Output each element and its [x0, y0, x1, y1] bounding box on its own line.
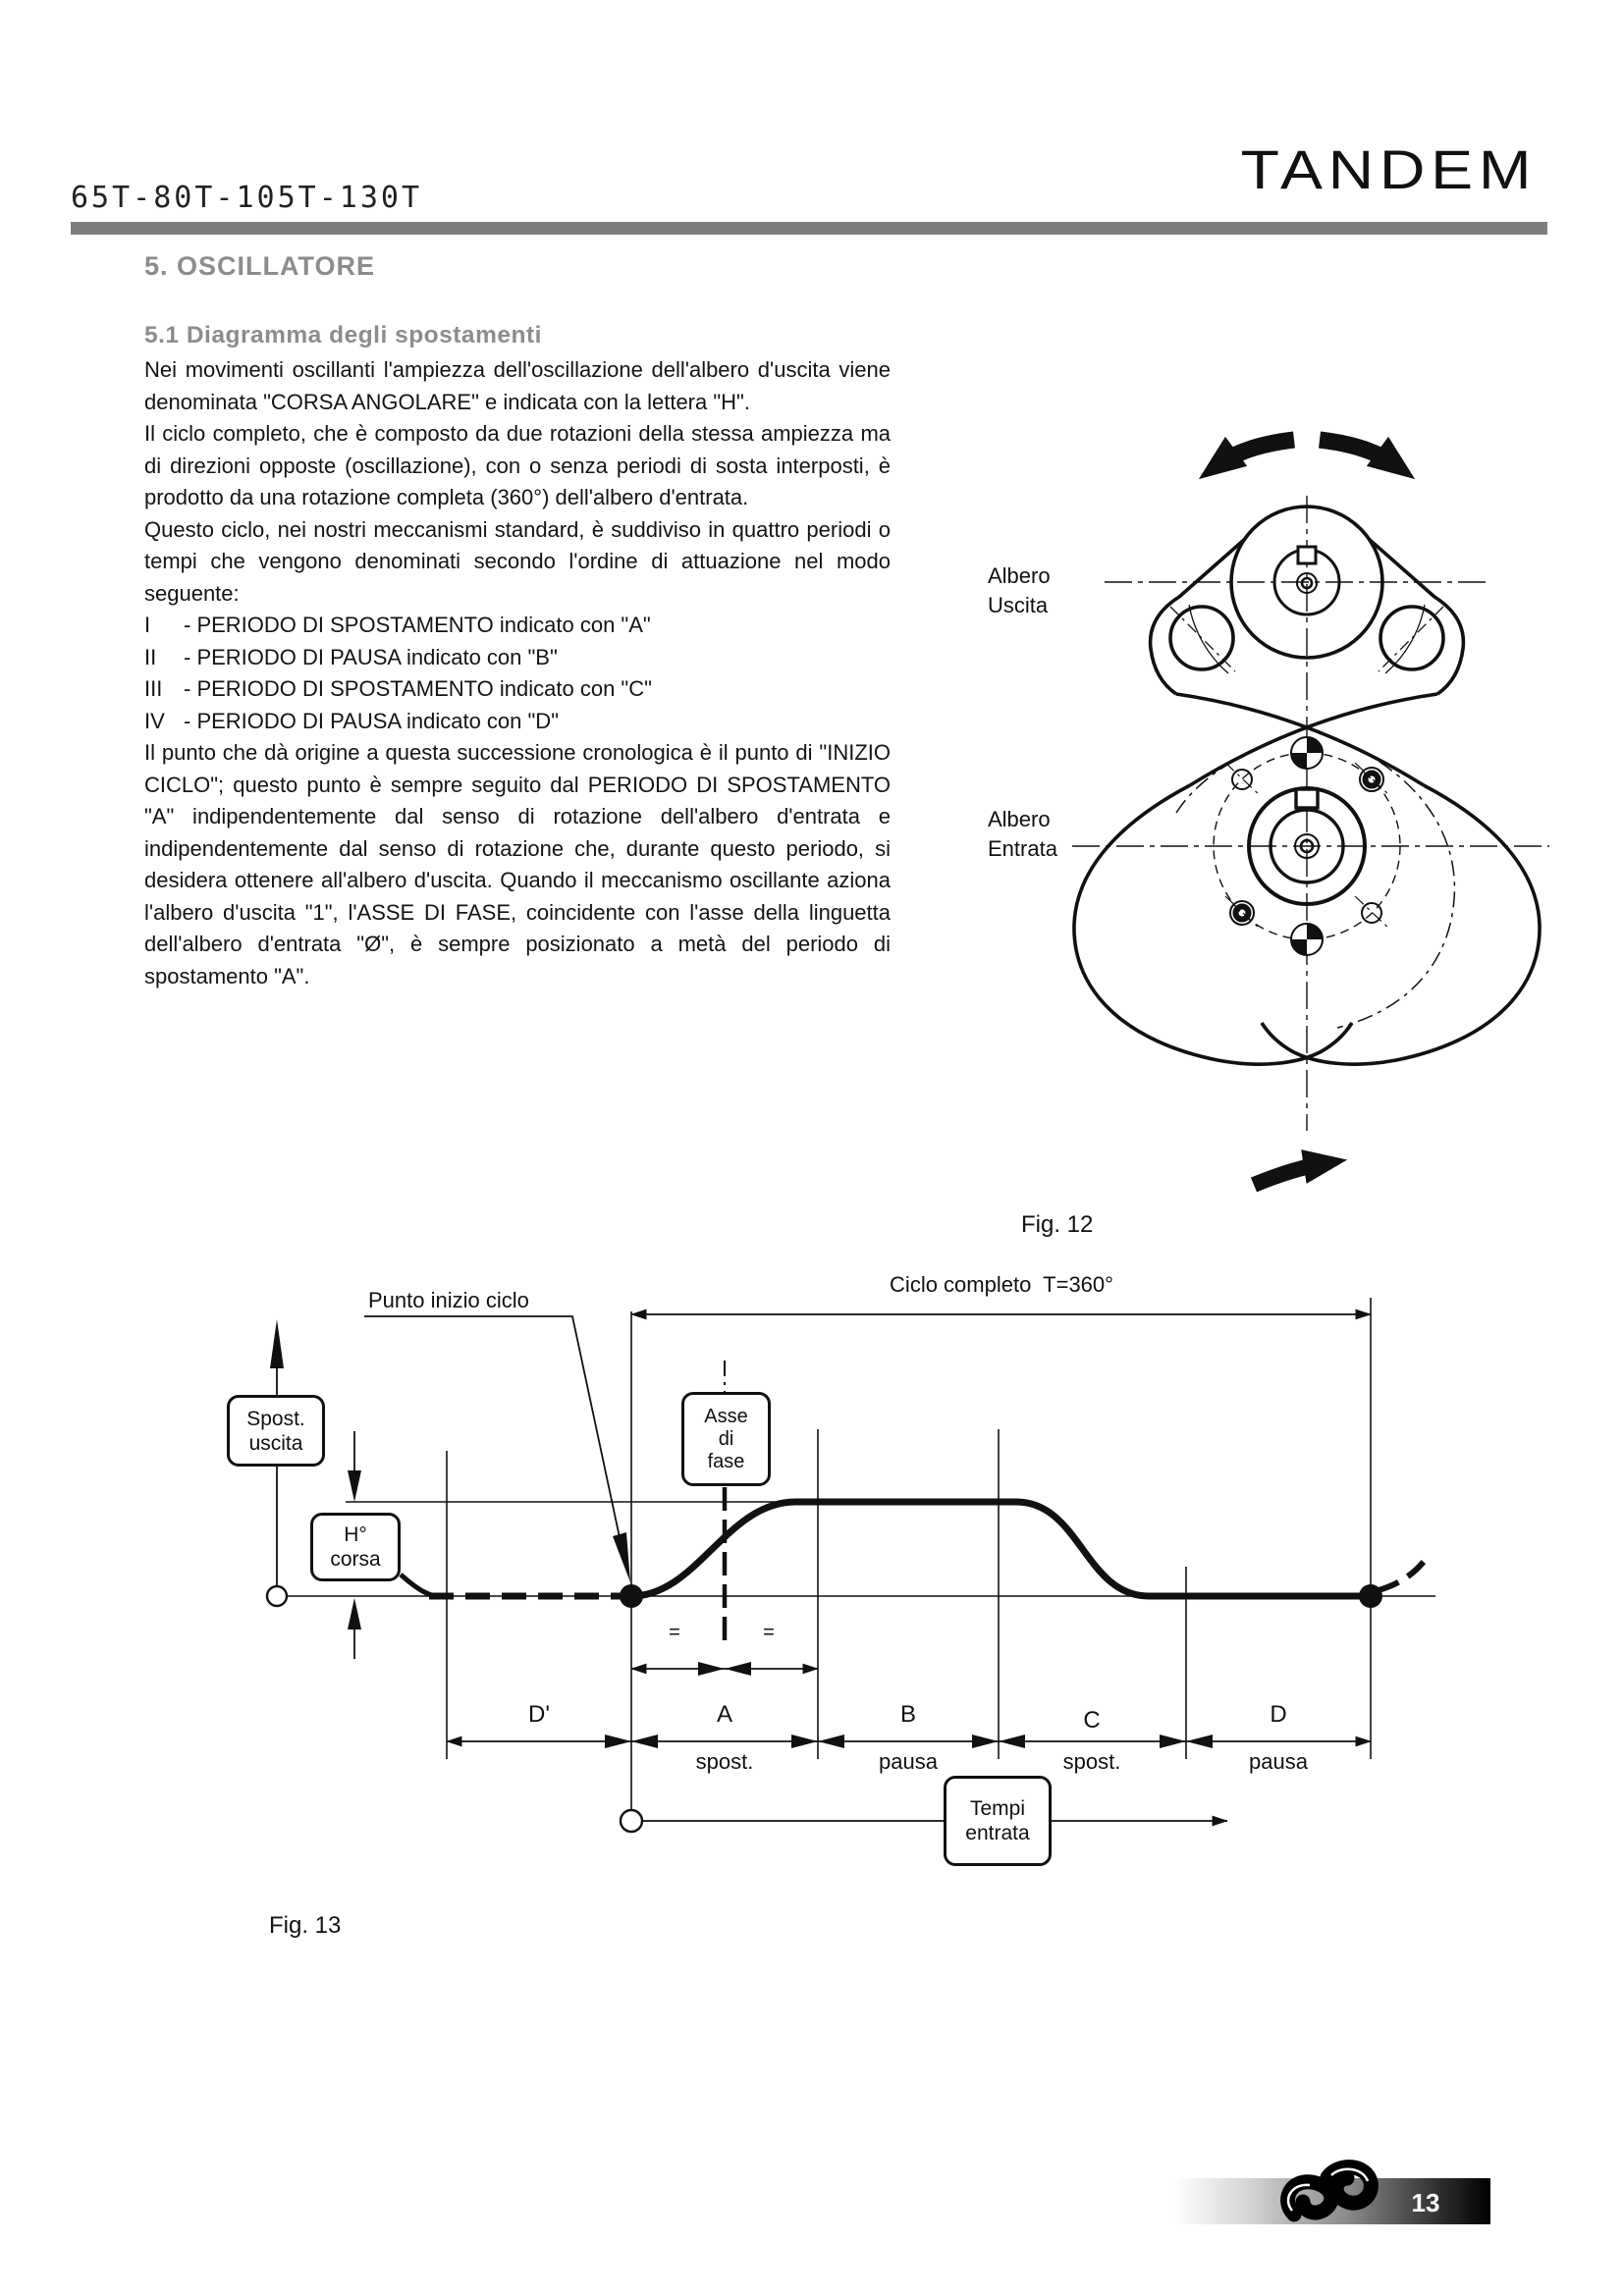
label-line: Albero — [988, 807, 1051, 831]
list-item-numeral: I — [144, 613, 151, 637]
list-item-text: - PERIODO DI PAUSA indicato con "D" — [184, 708, 560, 733]
start-point-leader — [364, 1316, 630, 1582]
subsection-title: 5.1 Diagramma degli spostamenti — [144, 322, 542, 348]
segment-sub-spost: spost. — [1062, 1749, 1121, 1774]
list-item — [144, 610, 891, 642]
fig12-label-albero-uscita — [988, 561, 1051, 620]
box-line: uscita — [248, 1431, 303, 1455]
cycle-start-dot — [620, 1584, 643, 1608]
segment-label-a: A — [716, 1701, 732, 1728]
fig13-box-h-corsa — [310, 1513, 401, 1581]
fig13-box-tempi-entrata — [944, 1776, 1052, 1866]
box-line: di — [718, 1427, 734, 1450]
box-line: Tempi — [969, 1797, 1026, 1820]
box-line: Spost. — [246, 1407, 305, 1430]
fig13-box-asse-di-fase — [681, 1392, 771, 1486]
box-line: H° — [344, 1523, 367, 1546]
list-item-text: - PERIODO DI SPOSTAMENTO indicato con "C" — [184, 676, 652, 701]
section-title: 5. OSCILLATORE — [144, 251, 376, 281]
brand-logotype: TANDEM — [1240, 138, 1537, 200]
paragraph-3: Questo ciclo, nei nostri meccanismi standard, è suddiviso in quattro periodi o tempi che vengono denominati secondo l'ordine di attuazione nel modo seguente: — [144, 516, 891, 606]
fig12-caption: Fig. 12 — [1021, 1211, 1094, 1238]
label-line: Entrata — [988, 836, 1057, 861]
paragraph-1: Nei movimenti oscillanti l'ampiezza dell'oscillazione dell'albero d'uscita viene denominata "CORSA ANGOLARE" e indicata con la lettera "H". — [144, 357, 891, 414]
oscillation-arrows-icon — [1217, 440, 1396, 465]
fig13-caption: Fig. 13 — [269, 1912, 342, 1939]
list-item — [144, 642, 891, 674]
list-item-numeral: II — [144, 644, 157, 669]
input-time-axis — [621, 1810, 1227, 1832]
segment-label-dprime: D' — [528, 1701, 550, 1728]
rotation-arrow-icon — [1254, 1163, 1325, 1185]
list-item-text: - PERIODO DI SPOSTAMENTO indicato con "A" — [184, 613, 651, 637]
fig13-label-punto-inizio: Punto inizio ciclo — [368, 1288, 529, 1312]
box-line: entrata — [965, 1822, 1030, 1844]
list-item-numeral: IV — [144, 708, 165, 733]
brand-logo-icon — [1278, 2150, 1394, 2236]
header-model-codes: 65T-80T-105T-130T — [71, 181, 423, 215]
fig12-mechanism-drawing — [1021, 412, 1591, 1256]
segment-sub-pausa: pausa — [879, 1749, 938, 1774]
fig13-box-spost-uscita — [227, 1395, 325, 1467]
list-item-numeral: III — [144, 676, 163, 701]
segment-sub-spost: spost. — [695, 1749, 754, 1774]
segment-sub-pausa: pausa — [1249, 1749, 1308, 1774]
segment-label-c: C — [1083, 1707, 1101, 1734]
equal-mark: = — [669, 1622, 680, 1643]
paragraph-2: Il ciclo completo, che è composto da due rotazioni della stessa ampiezza ma di direzioni opposte (oscillazione), con o senza periodi di sosta interposti, è prodotto da una rotazione completa (360°) dell'albero d'entrata. — [144, 421, 891, 509]
period-list — [144, 610, 891, 737]
half-a-dimension — [631, 1662, 818, 1676]
segment-label-b: B — [899, 1701, 916, 1728]
list-item — [144, 706, 891, 738]
equal-mark: = — [763, 1622, 775, 1643]
label-line: Albero — [988, 563, 1051, 588]
segment-label-d: D — [1270, 1701, 1287, 1728]
box-line: Asse — [704, 1405, 748, 1427]
box-line: corsa — [330, 1548, 381, 1571]
box-line: fase — [707, 1450, 745, 1472]
paragraph-4: Il punto che dà origine a questa successione cronologica è il punto di "INIZIO CICLO"; questo punto è sempre seguito dal PERIODO DI SPOSTAMENTO "A" indipendentemente dal senso di rotazione dell'albero d'entrata e indipendentemente dal senso di rotazione che, durante questo periodo, si desidera ottenere all'albero d'uscita. Quando il meccanismo oscillante aziona l'albero d'uscita "1", l'ASSE DI FASE, coincidente con l'asse della linguetta dell'albero d'entrata "Ø", è sempre posizionato a metà del periodo di spostamento "A". — [144, 740, 891, 988]
page-number: 13 — [1411, 2188, 1440, 2217]
centering-mark-icon — [1291, 924, 1323, 955]
header-rule — [71, 222, 1547, 235]
fig12-label-albero-entrata — [988, 805, 1057, 864]
list-item-text: - PERIODO DI PAUSA indicato con "B" — [184, 644, 558, 669]
list-item — [144, 673, 891, 706]
label-line: Uscita — [988, 593, 1049, 617]
segment-dimension-chain — [447, 1735, 1371, 1748]
displacement-curve — [401, 1502, 1429, 1608]
centering-mark-icon — [1291, 737, 1323, 769]
fig13-label-ciclo-completo: Ciclo completo T=360° — [890, 1272, 1113, 1297]
body-text-column — [144, 354, 891, 992]
